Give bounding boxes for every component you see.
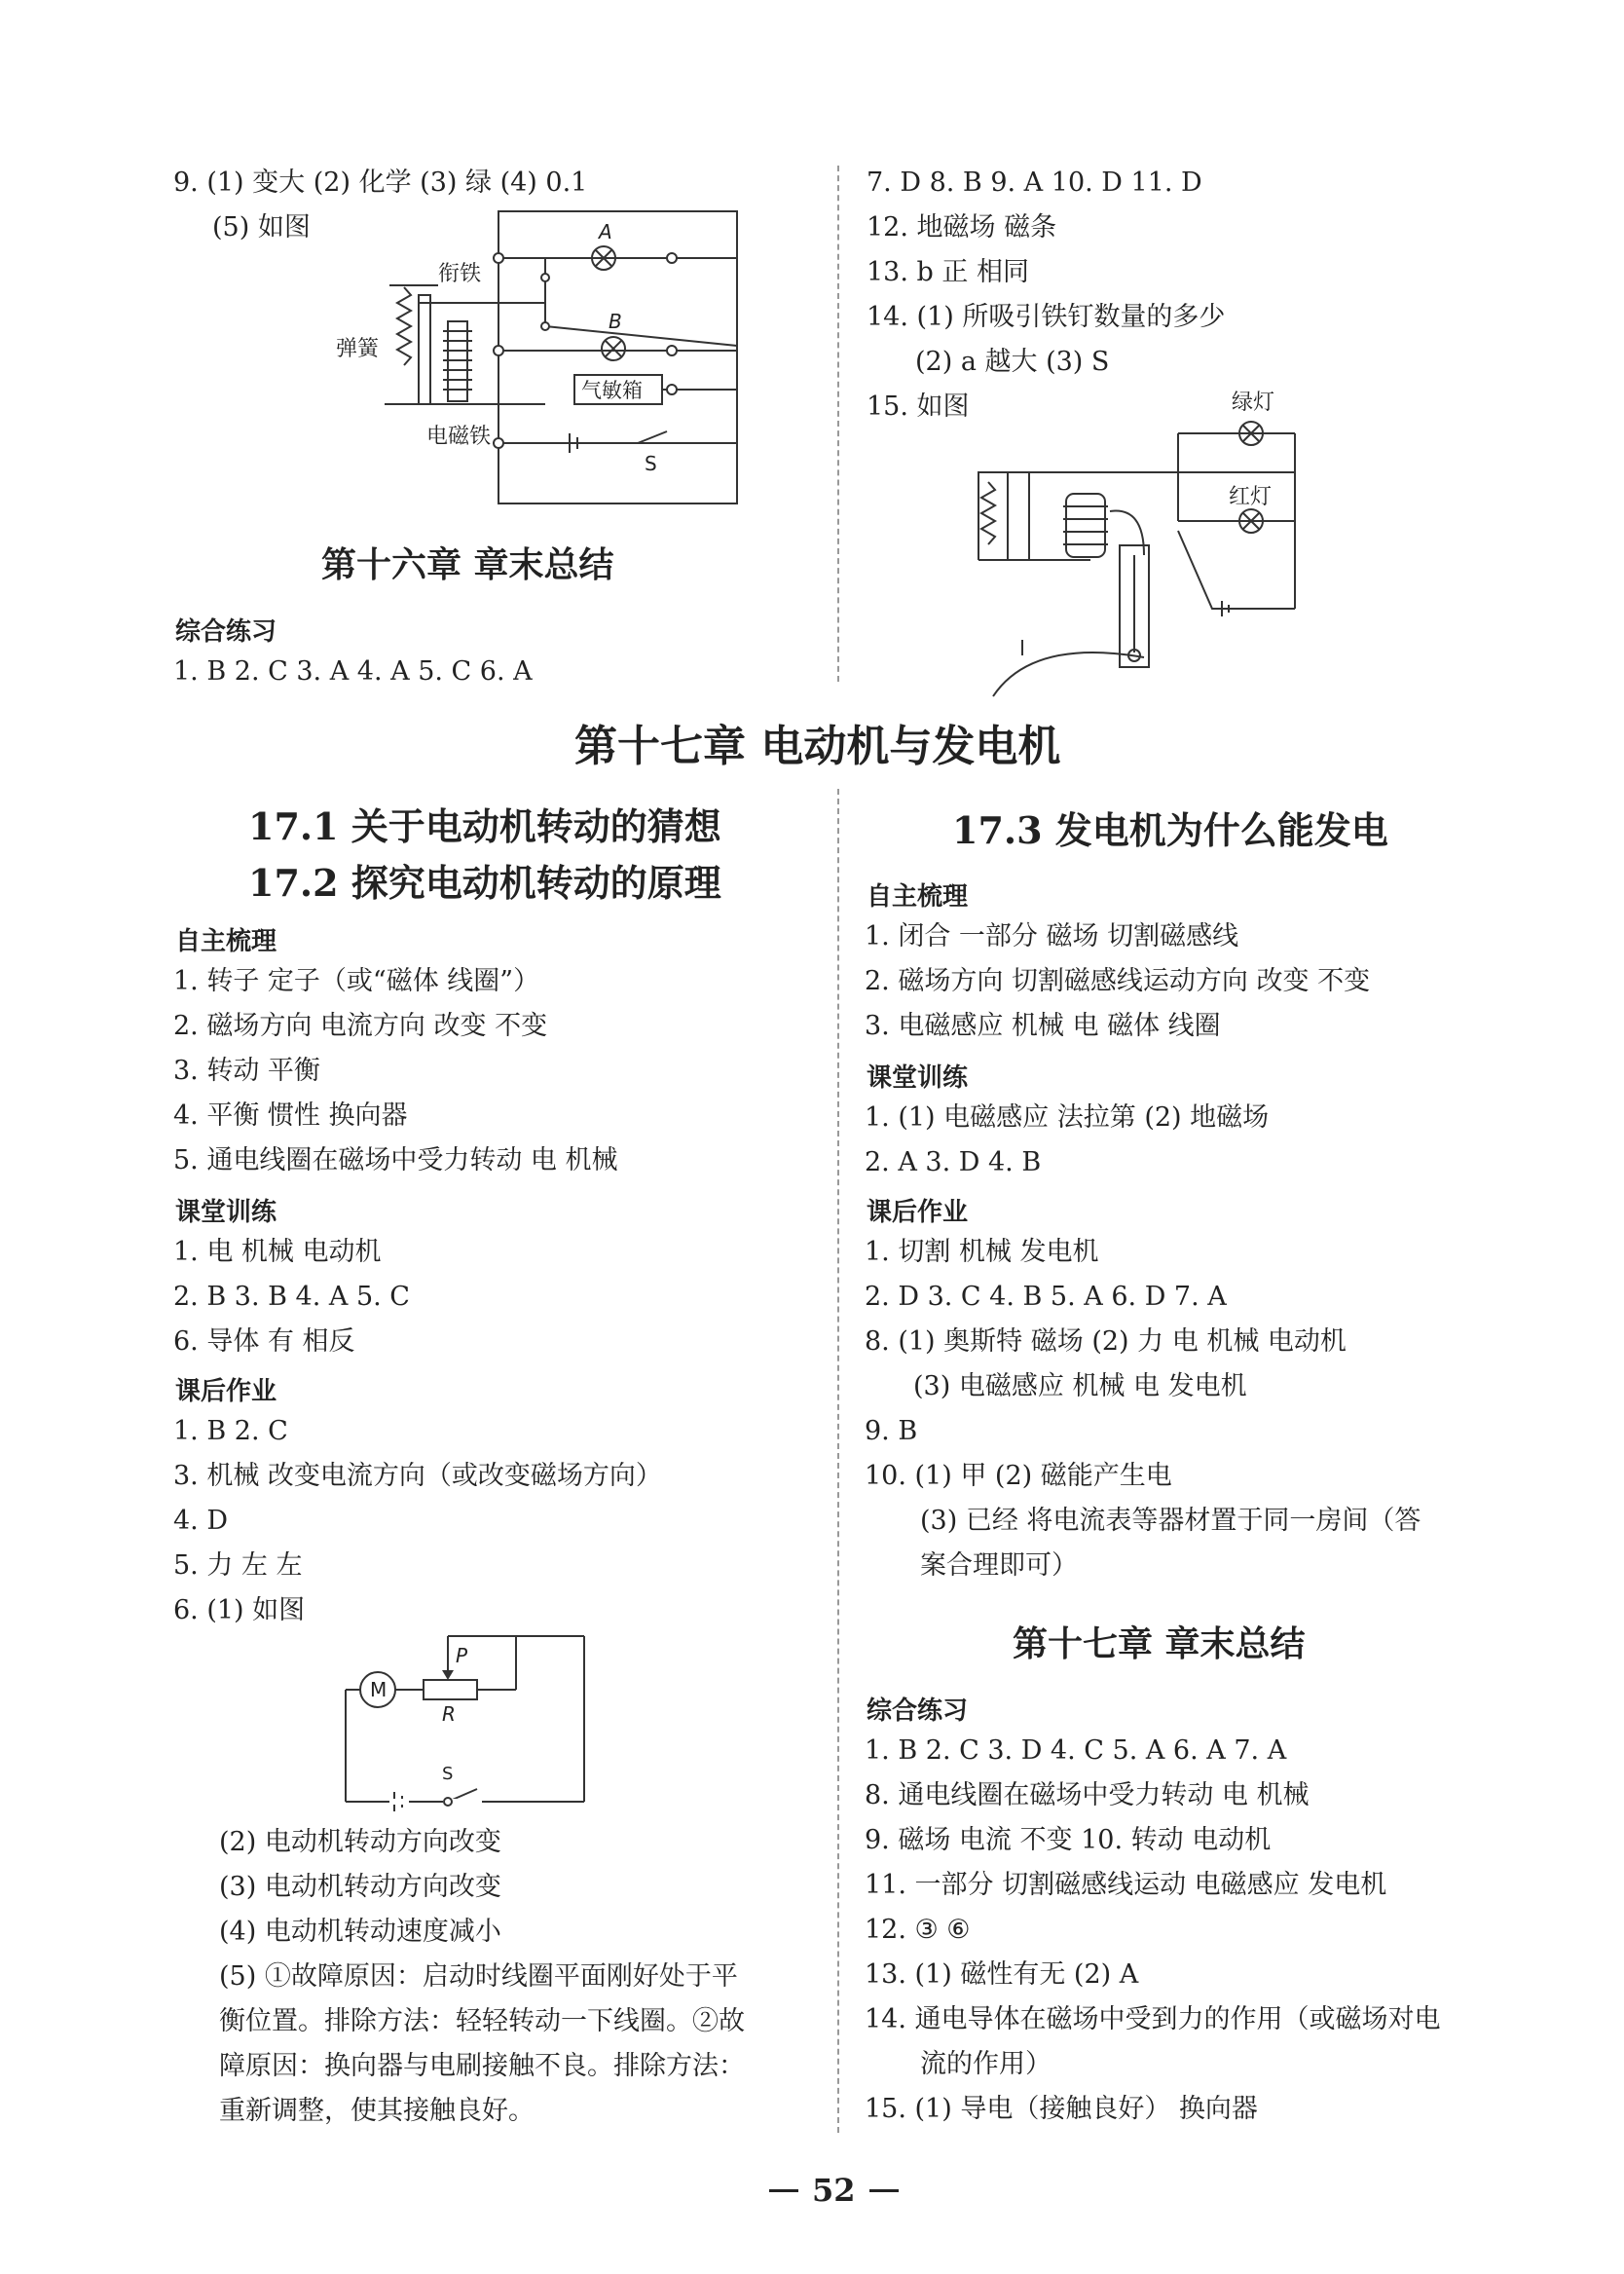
right-sec4-line-6: 13. (1) 磁性有无 (2) A — [865, 1959, 1139, 1990]
q9-line2: (5) 如图 — [212, 212, 311, 242]
right-sec4-line-9: 15. (1) 导电（接触良好） 换向器 — [865, 2094, 1258, 2124]
right-sec2-line-2: 2. A 3. D 4. B — [865, 1147, 1042, 1177]
left-after-fig-line-2: (3) 电动机转动方向改变 — [219, 1872, 501, 1902]
right-sec3-line-6: 10. (1) 甲 (2) 磁能产生电 — [865, 1461, 1172, 1491]
figure-motor-circuit — [341, 1631, 594, 1807]
right-sec3-line-5: 9. B — [865, 1416, 918, 1446]
left-after-fig-line-4: (5) ①故障原因：启动时线圈平面刚好处于平 — [219, 1961, 738, 1992]
right-top-line-1: 7. D 8. B 9. A 10. D 11. D — [867, 168, 1202, 198]
section-comprehensive-practice-16: 综合练习 — [175, 617, 277, 647]
right-sec4-line-3: 9. 磁场 电流 不变 10. 转动 电动机 — [865, 1825, 1272, 1855]
q9-line1: 9. (1) 变大 (2) 化学 (3) 绿 (4) 0.1 — [173, 168, 588, 198]
label-spring: 弹簧 — [336, 337, 380, 361]
right-sec3-line-4: (3) 电磁感应 机械 电 发电机 — [913, 1371, 1247, 1401]
right-top-line-2: 12. 地磁场 磁条 — [867, 212, 1057, 242]
label-gas-box: 气敏箱 — [581, 379, 643, 402]
left-sec2-line-2: 2. B 3. B 4. A 5. C — [173, 1282, 410, 1312]
left-after-fig-line-5: 衡位置。排除方法：轻轻转动一下线圈。②故 — [219, 2006, 745, 2036]
right-sec-comprehensive-practice: 综合练习 — [867, 1696, 969, 1726]
right-sec4-line-1: 1. B 2. C 3. D 4. C 5. A 6. A 7. A — [865, 1735, 1287, 1766]
right-sec3-line-3: 8. (1) 奥斯特 磁场 (2) 力 电 机械 电动机 — [865, 1326, 1347, 1357]
left-after-fig-line-6: 障原因：换向器与电刷接触不良。排除方法： — [219, 2051, 745, 2081]
label-A: A — [599, 220, 612, 243]
left-sec1-line-1: 1. 转子 定子（或“磁体 线圈”） — [173, 966, 540, 996]
label-P: P — [456, 1644, 468, 1667]
right-sec4-line-4: 11. 一部分 切割磁感线运动 电磁感应 发电机 — [865, 1870, 1387, 1900]
right-sec1-line-3: 3. 电磁感应 机械 电 磁体 线圈 — [865, 1011, 1221, 1041]
left-sec1-line-2: 2. 磁场方向 电流方向 改变 不变 — [173, 1011, 548, 1041]
chapter17-summary-title: 第十七章 章末总结 — [1013, 1623, 1306, 1664]
right-sec3-line-8: 案合理即可） — [920, 1550, 1078, 1581]
right-sec2-line-1: 1. (1) 电磁感应 法拉第 (2) 地磁场 — [865, 1102, 1270, 1133]
right-sec-homework: 课后作业 — [867, 1198, 969, 1227]
left-sec-class-training: 课堂训练 — [175, 1198, 277, 1227]
label-R: R — [442, 1702, 456, 1726]
section-17-3-title: 17.3 发电机为什么能发电 — [952, 808, 1388, 852]
right-sec3-line-2: 2. D 3. C 4. B 5. A 6. D 7. A — [865, 1282, 1227, 1312]
right-top-line-5: (2) a 越大 (3) S — [915, 347, 1110, 377]
chapter16-summary-title: 第十六章 章末总结 — [321, 544, 614, 585]
left-sec2-line-1: 1. 电 机械 电动机 — [173, 1237, 382, 1267]
right-top-line-3: 13. b 正 相同 — [867, 257, 1029, 287]
section-17-2-title: 17.2 探究电动机转动的原理 — [248, 861, 721, 905]
right-sec3-line-7: (3) 已经 将电流表等器材置于同一房间（答 — [920, 1506, 1421, 1536]
left-sec3-line-2: 3. 机械 改变电流方向（或改变磁场方向） — [173, 1461, 662, 1491]
bottom-column-separator — [837, 789, 839, 2133]
left-after-fig-line-1: (2) 电动机转动方向改变 — [219, 1827, 501, 1857]
label-green-light: 绿灯 — [1232, 391, 1275, 415]
label-S: S — [442, 1764, 454, 1784]
label-red-light: 红灯 — [1229, 485, 1273, 509]
label-B: B — [609, 310, 622, 333]
right-top-line-6: 15. 如图 — [867, 391, 970, 422]
left-sec1-line-3: 3. 转动 平衡 — [173, 1056, 320, 1086]
label-motor-M: M — [370, 1678, 388, 1701]
left-sec1-line-4: 4. 平衡 惯性 换向器 — [173, 1100, 408, 1131]
right-sec4-line-2: 8. 通电线圈在磁场中受力转动 电 机械 — [865, 1780, 1310, 1810]
page-number-dash-left — [769, 2189, 798, 2192]
left-sec3-line-1: 1. B 2. C — [173, 1416, 288, 1446]
label-armature: 衔铁 — [438, 262, 482, 286]
chapter16-answers: 1. B 2. C 3. A 4. A 5. C 6. A — [173, 656, 533, 687]
left-after-fig-line-7: 重新调整，使其接触良好。 — [219, 2096, 535, 2126]
right-sec4-line-8: 流的作用） — [920, 2049, 1052, 2079]
right-sec4-line-5: 12. ③ ⑥ — [865, 1915, 971, 1945]
right-sec-class-training: 课堂训练 — [867, 1063, 969, 1093]
top-column-separator — [837, 166, 839, 682]
figure-temperature-alarm — [974, 385, 1305, 677]
left-sec-self-review: 自主梳理 — [175, 927, 277, 956]
left-sec1-line-5: 5. 通电线圈在磁场中受力转动 电 机械 — [173, 1145, 618, 1175]
left-sec-homework: 课后作业 — [175, 1377, 277, 1406]
right-sec-self-review: 自主梳理 — [867, 882, 969, 912]
page-number-value: 52 — [812, 2172, 856, 2209]
section-17-1-title: 17.1 关于电动机转动的猜想 — [248, 804, 721, 848]
page-number-dash-right — [869, 2189, 899, 2192]
label-S: S — [645, 452, 657, 475]
left-sec3-line-4: 5. 力 左 左 — [173, 1550, 303, 1581]
chapter17-title: 第十七章 电动机与发电机 — [574, 722, 1061, 771]
left-sec2-line-3: 6. 导体 有 相反 — [173, 1326, 355, 1357]
right-sec1-line-1: 1. 闭合 一部分 磁场 切割磁感线 — [865, 921, 1239, 951]
figure-relay-circuit — [336, 209, 740, 511]
left-sec3-line-3: 4. D — [173, 1506, 228, 1536]
label-electromagnet: 电磁铁 — [426, 425, 492, 449]
right-top-line-4: 14. (1) 所吸引铁钉数量的多少 — [867, 302, 1226, 332]
page-number — [769, 2172, 899, 2209]
left-sec3-line-5: 6. (1) 如图 — [173, 1595, 306, 1625]
right-sec1-line-2: 2. 磁场方向 切割磁感线运动方向 改变 不变 — [865, 966, 1371, 996]
left-after-fig-line-3: (4) 电动机转动速度减小 — [219, 1917, 501, 1947]
right-sec3-line-1: 1. 切割 机械 发电机 — [865, 1237, 1099, 1267]
right-sec4-line-7: 14. 通电导体在磁场中受到力的作用（或磁场对电 — [865, 2004, 1441, 2034]
